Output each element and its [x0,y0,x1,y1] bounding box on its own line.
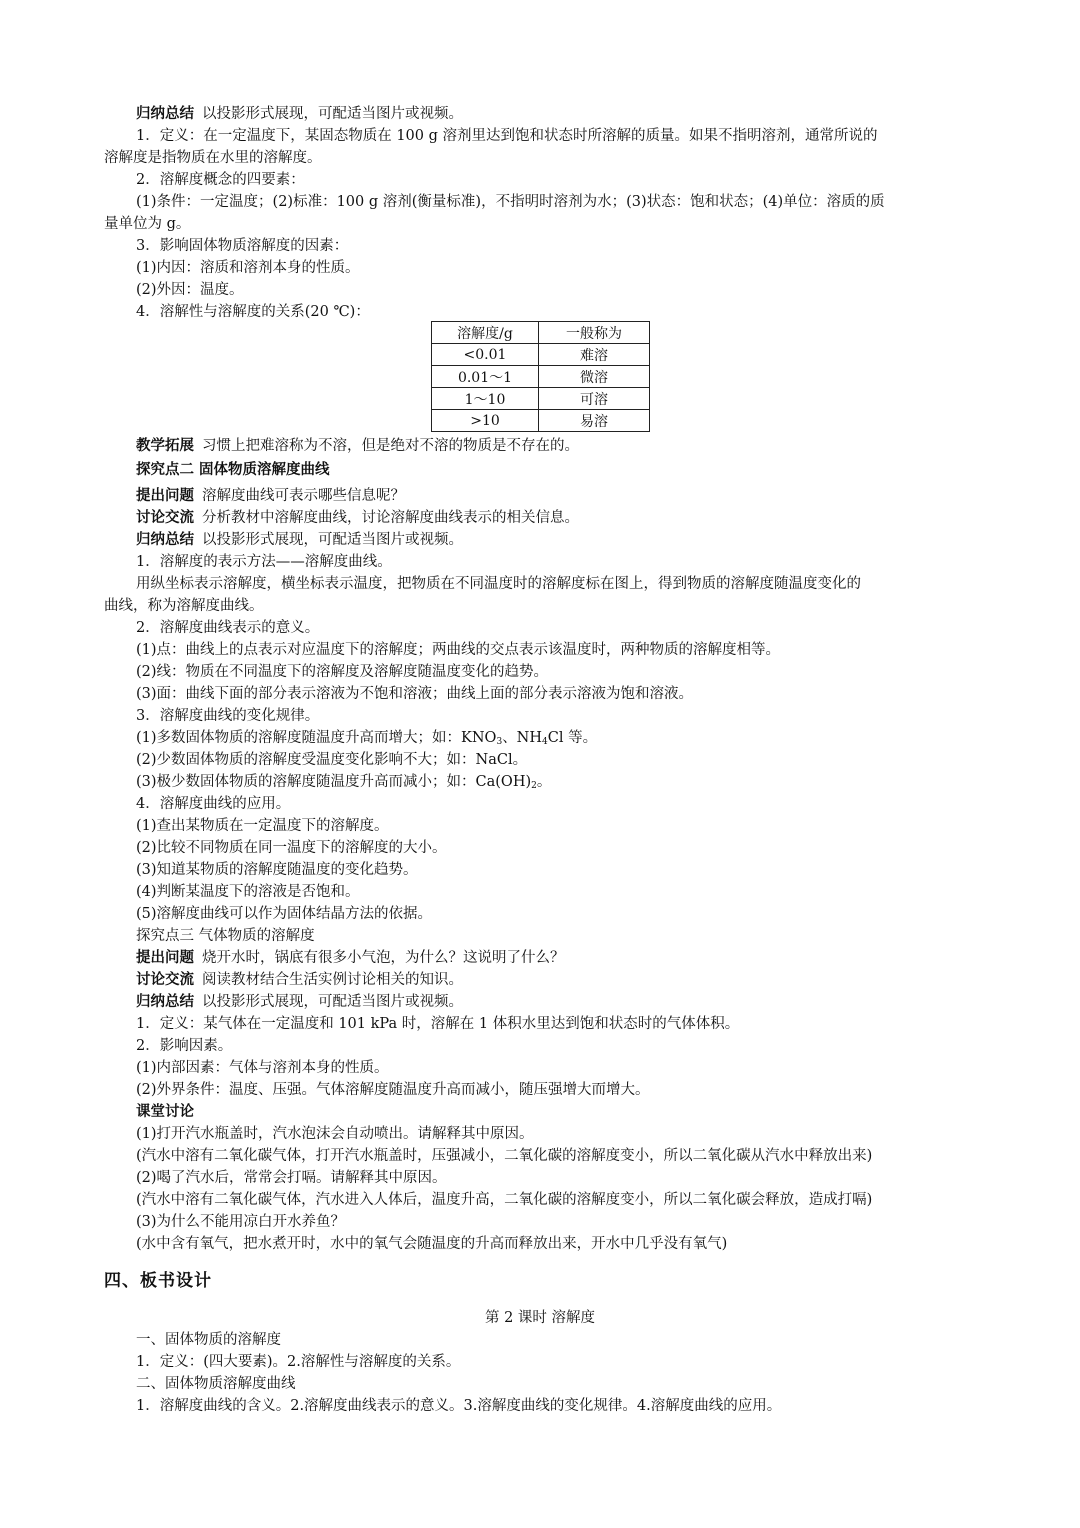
factors-title: 3．影响固体物质溶解度的因素： [136,238,349,254]
discussion-2 [136,508,974,528]
board-section-2-items: 1．溶解度曲线的含义。2.溶解度曲线表示的意义。3.溶解度曲线的变化规律。4.溶解度曲线的应用。 [136,1398,782,1414]
table-cell: 难溶 [539,344,650,366]
answer-2: (汽水中溶有二氧化碳气体，汽水进入人体后，温度升高，二氧化碳的溶解度变小，所以二氧化碳会释放，造成打嗝) [136,1192,873,1208]
rule-1-text: Cl 等。 [547,730,598,746]
discussion-text: 分析教材中溶解度曲线，讨论溶解度曲线表示的相关信息。 [202,510,579,526]
table-row [432,388,650,410]
summary-keyword: 归纳总结 [136,105,194,122]
curve-rule-3 [136,772,974,796]
curve-method-line-1: 用纵坐标表示溶解度，横坐标表示温度，把物质在不同温度时的溶解度标在图上，得到物质的溶解度随温度变化的 [136,576,861,592]
ask-keyword: 提出问题 [136,949,194,966]
four-elements-line-1: (1)条件：一定温度；(2)标准：100 g 溶剂(衡量标准)，不指明时溶剂为水；(3)状态：饱和状态；(4)单位：溶质的质 [136,194,885,210]
gas-factor-external: (2)外界条件：温度、压强。气体溶解度随温度升高而减小，随压强增大而增大。 [136,1082,650,1098]
curve-rule-1 [136,728,974,752]
curve-use-1: (1)查出某物质在一定温度下的溶解度。 [136,818,389,834]
answer-3: (水中含有氧气，把水煮开时，水中的氧气会随温度的升高而释放出来，开水中几乎没有氧气) [136,1236,728,1252]
table-header-solubility: 溶解度/g [432,322,539,344]
table-header-term: 一般称为 [539,322,650,344]
definition-line-2: 溶解度是指物质在水里的溶解度。 [104,150,322,166]
question-2: (2)喝了汽水后，常常会打嗝。请解释其中原因。 [136,1170,447,1186]
curve-method-title: 1．溶解度的表示方法——溶解度曲线。 [136,554,392,570]
teaching-extension [136,436,974,456]
relation-title: 4．溶解性与溶解度的关系(20 ℃)： [136,304,370,320]
board-design-heading: 四、板书设计 [104,1271,212,1291]
board-section-2: 二、固体物质溶解度曲线 [136,1376,296,1392]
solubility-table [431,321,650,432]
summary-line-3 [136,992,974,1012]
curve-use-2: (2)比较不同物质在同一温度下的溶解度的大小。 [136,840,447,856]
discussion-3 [136,970,974,990]
curve-rule-2: (2)少数固体物质的溶解度受温度变化影响不大；如：NaCl。 [136,752,528,768]
summary-line-2 [136,530,974,550]
table-cell: 微溶 [539,366,650,388]
summary-line [136,104,974,124]
four-elements-title: 2．溶解度概念的四要素： [136,172,305,188]
curve-rule-title: 3．溶解度曲线的变化规律。 [136,708,320,724]
board-section-1-items: 1．定义：(四大要素)。2.溶解性与溶解度的关系。 [136,1354,461,1370]
table-cell: 易溶 [539,410,650,432]
ask-text: 溶解度曲线可表示哪些信息呢？ [202,488,405,504]
exploration-point-2: 探究点二 固体物质溶解度曲线 [136,461,330,478]
table-row [432,410,650,432]
class-discussion-heading: 课堂讨论 [136,1103,194,1120]
curve-meaning-point: (1)点：曲线上的点表示对应温度下的溶解度；两曲线的交点表示该温度时，两种物质的溶解度相等。 [136,642,781,658]
board-section-1: 一、固体物质的溶解度 [136,1332,281,1348]
answer-1: (汽水中溶有二氧化碳气体，打开汽水瓶盖时，压强减小，二氧化碳的溶解度变小，所以二氧化碳从汽水中释放出来) [136,1148,873,1164]
board-title: 第 2 课时 溶解度 [484,1310,596,1326]
question-1: (1)打开汽水瓶盖时，汽水泡沫会自动喷出。请解释其中原因。 [136,1126,534,1142]
four-elements-line-2: 量单位为 g。 [104,216,191,232]
rule-1-text: 、NH [502,730,543,746]
curve-method-line-2: 曲线，称为溶解度曲线。 [104,598,264,614]
curve-use-4: (4)判断某温度下的溶液是否饱和。 [136,884,360,900]
curve-use-title: 4．溶解度曲线的应用。 [136,796,291,812]
ask-keyword: 提出问题 [136,487,194,504]
curve-meaning-title: 2．溶解度曲线表示的意义。 [136,620,320,636]
curve-meaning-line: (2)线：物质在不同温度下的溶解度及溶解度随温度变化的趋势。 [136,664,549,680]
curve-meaning-area: (3)面：曲线下面的部分表示溶液为不饱和溶液；曲线上面的部分表示溶液为饱和溶液。 [136,686,694,702]
factor-internal: (1)内因：溶质和溶剂本身的性质。 [136,260,360,276]
discussion-keyword: 讨论交流 [136,971,194,988]
summary-text: 以投影形式展现，可配适当图片或视频。 [202,994,463,1010]
subscript: 4 [542,737,548,747]
summary-text: 以投影形式展现，可配适当图片或视频。 [202,106,463,122]
extension-keyword: 教学拓展 [136,437,194,454]
rule-1-text: (1)多数固体物质的溶解度随温度升高而增大；如：KNO [136,730,497,746]
summary-keyword: 归纳总结 [136,531,194,548]
ask-question-3 [136,948,974,968]
ask-text: 烧开水时，锅底有很多小气泡，为什么？这说明了什么？ [202,950,565,966]
factor-external: (2)外因：温度。 [136,282,244,298]
gas-factors-title: 2．影响因素。 [136,1038,233,1054]
rule-3-text: (3)极少数固体物质的溶解度随温度升高而减小；如：Ca(OH) [136,774,532,790]
discussion-keyword: 讨论交流 [136,509,194,526]
table-cell: 0.01～1 [432,366,539,388]
exploration-point-3: 探究点三 气体物质的溶解度 [136,928,315,944]
subscript: 2 [531,781,537,791]
curve-use-5: (5)溶解度曲线可以作为固体结晶方法的依据。 [136,906,433,922]
gas-definition: 1．定义：某气体在一定温度和 101 kPa 时，溶解在 1 体积水里达到饱和状态时的气体体积。 [136,1016,740,1032]
ask-question-2 [136,486,974,506]
table-cell: >10 [432,410,539,432]
gas-factor-internal: (1)内部因素：气体与溶剂本身的性质。 [136,1060,389,1076]
rule-3-text: 。 [536,774,552,790]
table-row [432,344,650,366]
summary-text: 以投影形式展现，可配适当图片或视频。 [202,532,463,548]
table-header-row [432,322,650,344]
summary-keyword: 归纳总结 [136,993,194,1010]
curve-use-3: (3)知道某物质的溶解度随温度的变化趋势。 [136,862,418,878]
table-cell: <0.01 [432,344,539,366]
table-row [432,366,650,388]
table-cell: 1～10 [432,388,539,410]
table-cell: 可溶 [539,388,650,410]
definition-line-1: 1．定义：在一定温度下，某固态物质在 100 g 溶剂里达到饱和状态时所溶解的质量。如果不指明溶剂，通常所说的 [136,128,878,144]
question-3: (3)为什么不能用凉白开水养鱼？ [136,1214,346,1230]
subscript: 3 [496,737,503,747]
discussion-text: 阅读教材结合生活实例讨论相关的知识。 [202,972,463,988]
extension-text: 习惯上把难溶称为不溶，但是绝对不溶的物质是不存在的。 [202,438,579,454]
